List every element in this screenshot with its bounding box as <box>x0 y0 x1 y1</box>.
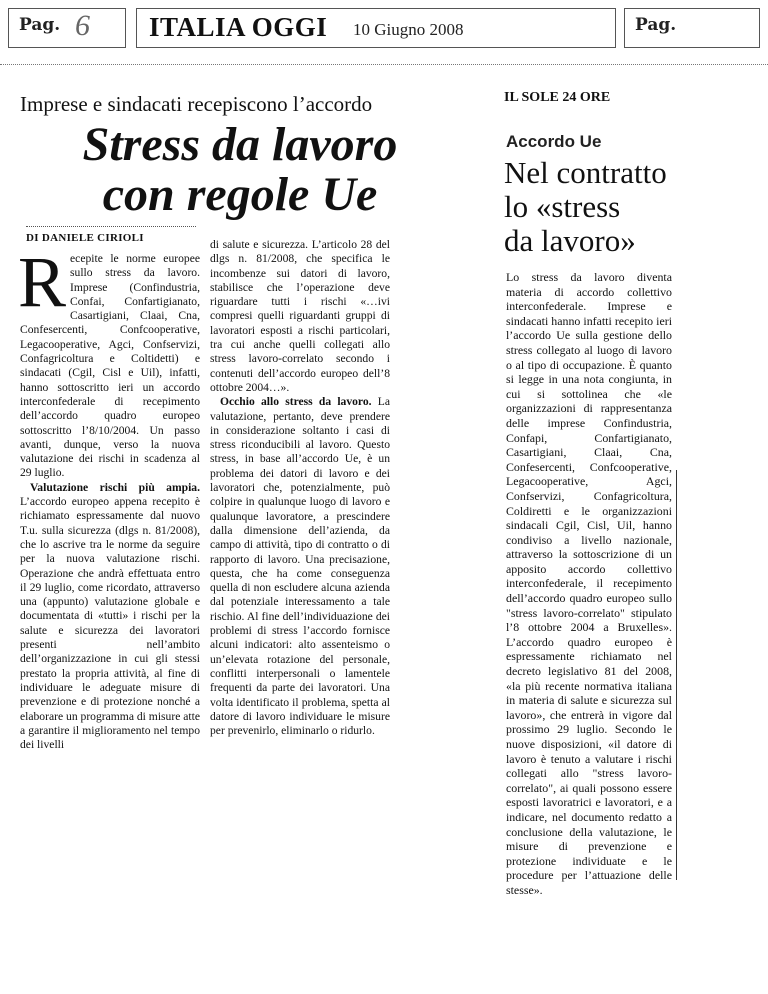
margin-line <box>676 470 677 880</box>
right-headline-line-1: Nel contratto <box>504 155 667 190</box>
article-headline <box>20 120 460 220</box>
right-article-body <box>506 270 672 898</box>
subheading-occhio: Occhio allo stress da lavoro. <box>220 395 372 409</box>
right-headline-line-2: lo «stress <box>504 189 621 224</box>
right-article-kicker: Accordo Ue <box>506 132 602 151</box>
column-1-paragraph-1: ecepite le norme europee sullo stress da lavoro. Imprese (Confindustria, Confai, Confartigianato, Casartigiani, Claai, Cna, Confesercenti, Confcooperative, Legacooperative, Agci, Confservizi, Confagricoltura e Coltidetti) e sindacati (Cgil, Cisl e Uil), infatti, hanno sottoscritto ieri un accordo interconfederale di recepimento dell’accordo quadro europeo sottoscritto l’8/10/2004. Un passo avanti, dunque, verso la nuova valutazione dei rischi in scadenza al 29 luglio. <box>20 252 200 480</box>
right-article-text: Lo stress da lavoro diventa materia di accordo collettivo interconfederale. Imprese e sindacati hanno infatti recepito ieri l’accordo Ue sulla gestione dello stress collegato al luogo di lavoro o al tipo di occupazione. È quanto si legge in una nota congiunta, in cui si sottolinea che «le organizzazioni di rappresentanza delle imprese Confindustria, Confapi, Confartigianato, Casartigiani, Claai, Cna, Confesercenti, Confcooperative, Legacooperative, Agci, Confservizi, Confagricoltura, Coldiretti e le organizzazioni sindacali Cgil, Cisl, Uil, hanno condiviso a livello nazionale, attraverso la sottoscrizione di un apposito accordo collettivo interconfederale, il recepimento dell’accordo quadro europeo sullo "stress lavoro-correlato" stipulato l’8 ottobre 2004 a Bruxelles». L’accordo quadro europeo è espressamente richiamato nel decreto legislativo 81 del 2008, «la più recente normativa italiana in materia di salute e sicurezza sul lavoro», che entrerà in vigore dal prossimo 29 luglio. Secondo le nuove disposizioni, «il datore di lavoro è tenuto a valutare i rischi collegati allo "stress lavoro-correlato", ai quali possono essere esposti lavoratrici e lavoratori, e a indicare, nel documento redatto a conclusione della valutazione, le misure di prevenzione e protezione individuate e le procedure per l’attuazione delle stesse». <box>506 270 672 897</box>
header-divider <box>0 64 768 65</box>
page-box-right <box>624 8 760 48</box>
pag-label-right: Pag. <box>635 15 677 35</box>
handwritten-page-number: 6 <box>75 9 90 42</box>
publication-date: 10 Giugno 2008 <box>353 20 464 39</box>
right-article-headline <box>504 156 724 258</box>
clipping-header <box>0 0 768 60</box>
article-column-2 <box>210 238 390 738</box>
headline-line-1: Stress da lavoro <box>82 118 398 171</box>
byline-divider <box>26 226 196 227</box>
subheading-valutazione: Valutazione rischi più ampia. <box>30 480 200 494</box>
column-1-paragraph-2: L’accordo europeo appena recepito è richiamato espressamente dal nuovo T.u. sulla sicurezza (dlgs n. 81/2008), che lo ascrive tra le norme da seguire per la nuova valutazione rischi. Operazione che andrà effettuata entro il 29 luglio, come ricordato, attraverso una (appunto) valutazione globale e documentata di «tutti» i rischi per la salute e sicurezza dei lavoratori presenti nell’ambito dell’organizzazione in cui gli stessi prestato la propria attività, al fine di individuare le adeguate misure di prevenzione e di protezione nonché a elaborare un programma di misure atte a garantire il miglioramento nel tempo dei livelli <box>20 495 200 752</box>
right-headline-line-3: da lavoro» <box>504 223 636 258</box>
publication-box <box>136 8 616 48</box>
column-2-paragraph-2: La valutazione, pertanto, deve prendere in considerazione soltanto i casi di stress riconducibili al lavoro. Questo stress, in base all’accordo Ue, è un problema dei datori di lavoro e dei lavoratori che, potenzialmente, può colpire in qualunque luogo di lavoro e qualunque lavoratore, a prescindere dalla dimensione dell’azienda, da campo di attività, tipo di contratto o di rapporto di lavoro. Una precisazione, questa, che ha come conseguenza quella di non escludere alcuna azienda dal potenziale interessamento a tale rischio. Al fine dell’individuazione dei problemi di stress l’accordo fornisce alcuni indicatori: alto assenteismo o un’elevata rotazione del personale, conflitti interpersonali o lamentele frequenti da parte dei lavoratori. Una volta identificato il problema, spetta al datore di lavoro individuare le misure per prevenirlo, eliminarlo o ridurlo. <box>210 395 390 738</box>
publication-name: ITALIA OGGI <box>149 12 328 42</box>
byline: DI DANIELE CIRIOLI <box>26 232 144 244</box>
drop-cap: R <box>18 242 67 322</box>
page-box-left <box>8 8 126 48</box>
source-label: IL SOLE 24 ORE <box>504 90 611 105</box>
column-2-paragraph-1: di salute e sicurezza. L’articolo 28 del dlgs n. 81/2008, che specifica le incombenze sui datori di lavoro, stabilisce che l’operazione deve riguardare tutti i rischi «…ivi compresi quelli riguardanti gruppi di lavoratori esposti a rischi particolari, tra cui anche quelli collegati allo stress lavoro-correlato secondo i contenuti dell’accordo europeo dell’8 ottobre 2004…». <box>210 238 390 394</box>
article-column-1 <box>18 242 200 752</box>
headline-line-2: con regole Ue <box>102 168 378 221</box>
article-kicker: Imprese e sindacati recepiscono l’accordo <box>20 92 373 116</box>
pag-label-left: Pag. <box>19 15 61 35</box>
